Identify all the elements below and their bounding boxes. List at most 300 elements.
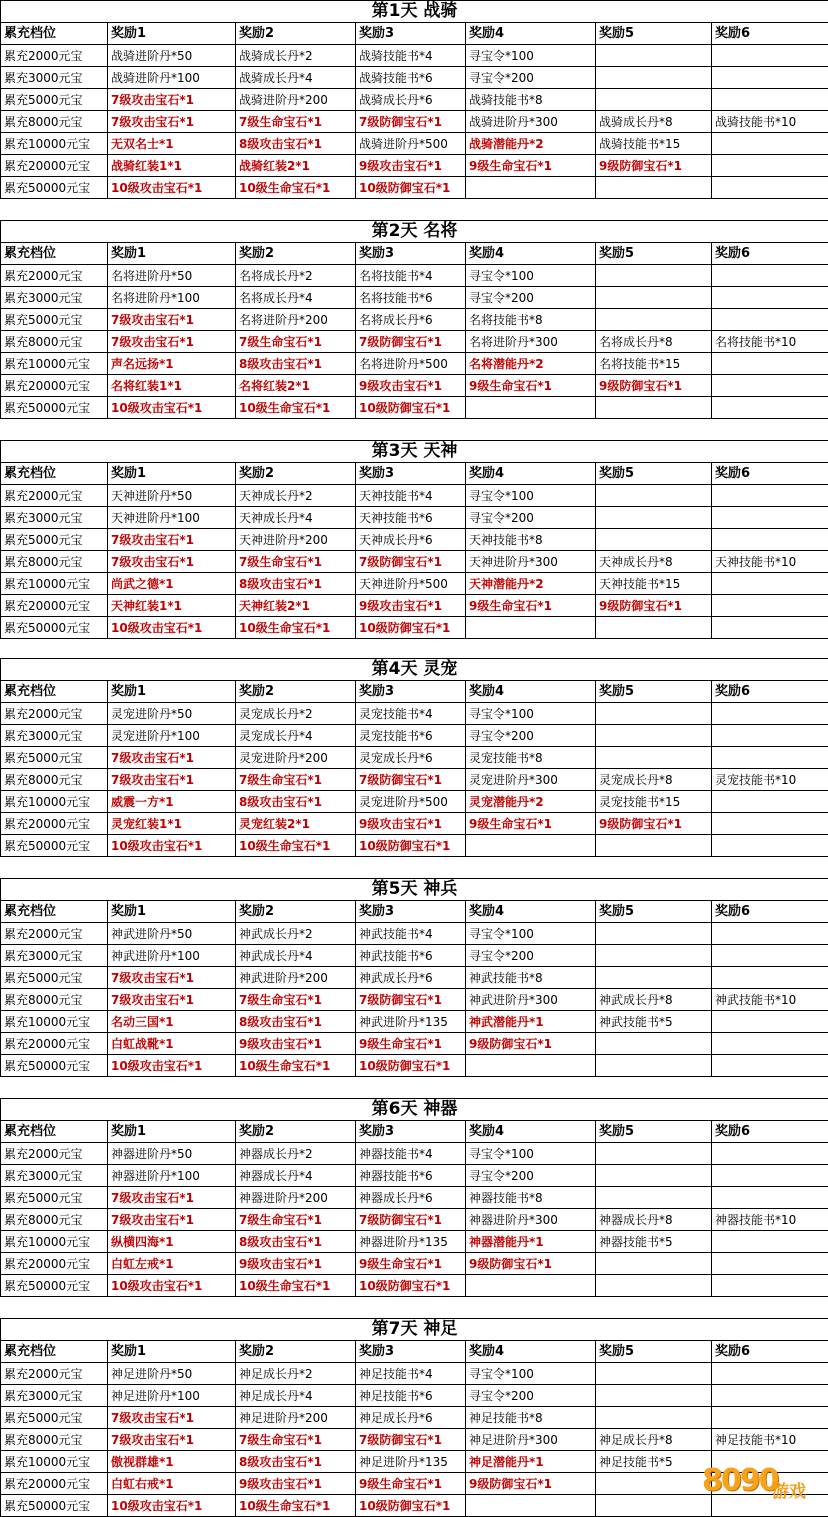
reward-cell: 9级生命宝石*1 [466,813,596,835]
column-header: 奖励1 [108,243,236,265]
tier-cell: 累充50000元宝 [1,835,108,857]
reward-cell: 神武进阶丹*300 [466,989,596,1011]
reward-cell: 寻宝令*200 [466,67,596,89]
tier-cell: 累充5000元宝 [1,967,108,989]
reward-cell [712,1407,828,1429]
reward-cell: 神武技能书*10 [712,989,828,1011]
reward-cell: 10级生命宝石*1 [236,177,356,199]
reward-cell: 神器成长丹*6 [356,1187,466,1209]
reward-cell: 天神成长丹*8 [596,551,712,573]
tier-cell: 累充50000元宝 [1,1275,108,1297]
reward-cell: 7级攻击宝石*1 [108,551,236,573]
reward-cell: 8级攻击宝石*1 [236,1011,356,1033]
table-row [1,133,828,155]
table-row [1,703,828,725]
reward-cell: 10级防御宝石*1 [356,177,466,199]
column-header: 奖励2 [236,1341,356,1363]
reward-cell: 7级攻击宝石*1 [108,331,236,353]
reward-cell: 白虹战靴*1 [108,1033,236,1055]
table-row [1,309,828,331]
reward-cell: 战骑成长丹*8 [596,111,712,133]
reward-cell: 名将红装1*1 [108,375,236,397]
reward-cell: 7级生命宝石*1 [236,111,356,133]
tier-cell: 累充8000元宝 [1,111,108,133]
table-row [1,835,828,857]
watermark-number: 8090 [702,1463,778,1498]
reward-cell: 灵宠红装1*1 [108,813,236,835]
tier-cell: 累充10000元宝 [1,1451,108,1473]
reward-cell: 名将进阶丹*200 [236,309,356,331]
reward-cell [712,1143,828,1165]
tier-cell: 累充20000元宝 [1,155,108,177]
reward-cell: 10级攻击宝石*1 [108,835,236,857]
column-header: 奖励3 [356,243,466,265]
day-block [0,658,828,857]
reward-cell: 7级防御宝石*1 [356,1429,466,1451]
tier-cell: 累充50000元宝 [1,177,108,199]
reward-cell: 尚武之德*1 [108,573,236,595]
column-header: 奖励4 [466,1341,596,1363]
table-row [1,1209,828,1231]
tier-cell: 累充3000元宝 [1,1385,108,1407]
column-header: 奖励1 [108,1121,236,1143]
table-row [1,155,828,177]
column-header: 奖励5 [596,463,712,485]
reward-cell: 8级攻击宝石*1 [236,1451,356,1473]
reward-cell: 9级攻击宝石*1 [236,1473,356,1495]
reward-cell: 战骑进阶丹*100 [108,67,236,89]
column-header: 奖励3 [356,681,466,703]
reward-cell: 9级攻击宝石*1 [356,813,466,835]
reward-cell: 9级防御宝石*1 [596,375,712,397]
column-header: 奖励2 [236,463,356,485]
tier-cell: 累充2000元宝 [1,1143,108,1165]
reward-cell: 神武进阶丹*50 [108,923,236,945]
reward-cell [596,703,712,725]
reward-cell: 9级攻击宝石*1 [356,375,466,397]
reward-cell: 10级防御宝石*1 [356,835,466,857]
reward-cell [712,1363,828,1385]
reward-cell [712,791,828,813]
reward-cell: 战骑成长丹*4 [236,67,356,89]
reward-cell [596,287,712,309]
reward-cell [712,67,828,89]
tier-cell: 累充5000元宝 [1,529,108,551]
reward-cell: 9级攻击宝石*1 [236,1253,356,1275]
tier-cell: 累充8000元宝 [1,1429,108,1451]
reward-cell: 灵宠进阶丹*300 [466,769,596,791]
reward-cell: 无双名士*1 [108,133,236,155]
reward-cell: 10级生命宝石*1 [236,397,356,419]
reward-cell: 寻宝令*200 [466,1385,596,1407]
reward-cell [596,67,712,89]
tier-cell: 累充3000元宝 [1,1165,108,1187]
reward-cell: 神足成长丹*4 [236,1385,356,1407]
reward-cell: 神器技能书*5 [596,1231,712,1253]
reward-table [0,0,828,199]
table-row [1,287,828,309]
reward-cell [712,617,828,639]
table-row [1,989,828,1011]
header-row [1,681,828,703]
reward-cell [596,177,712,199]
reward-cell: 天神潜能丹*2 [466,573,596,595]
reward-cell [712,265,828,287]
reward-cell [596,1253,712,1275]
tier-cell: 累充8000元宝 [1,989,108,1011]
reward-cell [712,1165,828,1187]
reward-cell: 战骑潜能丹*2 [466,133,596,155]
table-row [1,353,828,375]
reward-cell: 7级生命宝石*1 [236,989,356,1011]
reward-cell [712,747,828,769]
reward-cell: 名将红装2*1 [236,375,356,397]
header-row [1,901,828,923]
reward-cell: 战骑进阶丹*200 [236,89,356,111]
table-row [1,111,828,133]
day-block [0,1098,828,1297]
column-header: 奖励2 [236,1121,356,1143]
reward-cell: 10级攻击宝石*1 [108,617,236,639]
reward-cell: 灵宠进阶丹*500 [356,791,466,813]
reward-cell [712,835,828,857]
column-header: 奖励2 [236,23,356,45]
reward-cell: 9级生命宝石*1 [356,1473,466,1495]
reward-cell [712,1253,828,1275]
reward-cell: 名将技能书*6 [356,287,466,309]
reward-cell [712,507,828,529]
reward-cell [466,397,596,419]
header-row [1,463,828,485]
reward-cell: 寻宝令*200 [466,725,596,747]
tier-cell: 累充3000元宝 [1,67,108,89]
column-header: 奖励2 [236,243,356,265]
reward-cell: 战骑技能书*10 [712,111,828,133]
reward-cell: 神武技能书*8 [466,967,596,989]
reward-cell: 神武技能书*6 [356,945,466,967]
tier-cell: 累充2000元宝 [1,265,108,287]
reward-cell: 10级攻击宝石*1 [108,397,236,419]
column-header: 奖励5 [596,23,712,45]
reward-cell: 名将进阶丹*500 [356,353,466,375]
reward-cell: 神足技能书*5 [596,1451,712,1473]
reward-cell [712,595,828,617]
reward-cell: 战骑红装1*1 [108,155,236,177]
column-header: 奖励5 [596,1341,712,1363]
reward-cell: 灵宠成长丹*4 [236,725,356,747]
reward-cell: 神武潜能丹*1 [466,1011,596,1033]
day-title: 第5天 神兵 [1,879,828,901]
reward-cell [712,485,828,507]
reward-cell [712,397,828,419]
reward-cell: 寻宝令*100 [466,1363,596,1385]
reward-cell: 10级防御宝石*1 [356,397,466,419]
column-header: 奖励2 [236,901,356,923]
reward-cell [712,1275,828,1297]
reward-cell: 7级生命宝石*1 [236,551,356,573]
reward-cell [712,287,828,309]
day-title: 第4天 灵宠 [1,659,828,681]
reward-cell: 寻宝令*100 [466,703,596,725]
reward-cell [712,813,828,835]
reward-cell: 灵宠进阶丹*200 [236,747,356,769]
reward-cell: 战骑成长丹*2 [236,45,356,67]
reward-cell: 灵宠进阶丹*50 [108,703,236,725]
reward-cell: 7级防御宝石*1 [356,111,466,133]
column-header: 奖励6 [712,1341,828,1363]
table-row [1,1407,828,1429]
tier-cell: 累充10000元宝 [1,573,108,595]
tier-cell: 累充5000元宝 [1,1407,108,1429]
table-row [1,1363,828,1385]
tier-cell: 累充3000元宝 [1,507,108,529]
reward-cell [596,89,712,111]
day-title: 第3天 天神 [1,441,828,463]
column-header: 奖励6 [712,1121,828,1143]
tier-cell: 累充8000元宝 [1,1209,108,1231]
reward-cell [596,747,712,769]
reward-cell: 神足技能书*8 [466,1407,596,1429]
reward-cell [712,529,828,551]
reward-cell [712,177,828,199]
reward-cell [596,1495,712,1517]
reward-cell: 7级攻击宝石*1 [108,89,236,111]
reward-cell [596,923,712,945]
reward-cell [712,45,828,67]
reward-cell: 名将成长丹*8 [596,331,712,353]
reward-cell: 灵宠成长丹*8 [596,769,712,791]
tier-cell: 累充20000元宝 [1,1253,108,1275]
reward-cell: 10级生命宝石*1 [236,1495,356,1517]
reward-cell: 神器进阶丹*200 [236,1187,356,1209]
reward-cell [466,1055,596,1077]
reward-cell [712,1231,828,1253]
reward-cell: 名将进阶丹*50 [108,265,236,287]
reward-cell: 名动三国*1 [108,1011,236,1033]
reward-cell: 神器成长丹*8 [596,1209,712,1231]
reward-cell: 9级生命宝石*1 [466,155,596,177]
tier-cell: 累充2000元宝 [1,923,108,945]
reward-cell: 7级攻击宝石*1 [108,989,236,1011]
reward-cell [596,1407,712,1429]
table-row [1,945,828,967]
column-header: 奖励4 [466,243,596,265]
table-row [1,769,828,791]
reward-cell: 寻宝令*100 [466,923,596,945]
table-row [1,1429,828,1451]
reward-cell: 神武成长丹*2 [236,923,356,945]
reward-cell [596,397,712,419]
table-row [1,923,828,945]
reward-cell: 10级攻击宝石*1 [108,177,236,199]
reward-cell: 灵宠技能书*15 [596,791,712,813]
reward-cell: 战骑成长丹*6 [356,89,466,111]
reward-cell: 天神技能书*4 [356,485,466,507]
reward-cell [596,1033,712,1055]
reward-cell [712,1385,828,1407]
reward-cell: 天神进阶丹*200 [236,529,356,551]
reward-cell: 10级生命宝石*1 [236,617,356,639]
reward-cell: 7级防御宝石*1 [356,989,466,1011]
reward-cell [712,155,828,177]
column-header: 奖励1 [108,1341,236,1363]
tier-cell: 累充3000元宝 [1,287,108,309]
reward-cell: 7级攻击宝石*1 [108,309,236,331]
table-row [1,551,828,573]
reward-cell: 神武技能书*5 [596,1011,712,1033]
reward-cell: 神武进阶丹*100 [108,945,236,967]
tier-cell: 累充5000元宝 [1,89,108,111]
table-row [1,1385,828,1407]
column-header: 累充档位 [1,681,108,703]
reward-cell [596,45,712,67]
column-header: 奖励6 [712,463,828,485]
reward-cell: 神足技能书*6 [356,1385,466,1407]
table-row [1,67,828,89]
tier-cell: 累充10000元宝 [1,133,108,155]
tier-cell: 累充50000元宝 [1,1055,108,1077]
table-row [1,177,828,199]
tier-cell: 累充10000元宝 [1,353,108,375]
reward-cell: 神足进阶丹*200 [236,1407,356,1429]
reward-cell: 天神进阶丹*500 [356,573,466,595]
table-row [1,595,828,617]
reward-cell [712,309,828,331]
reward-cell: 神器进阶丹*50 [108,1143,236,1165]
reward-cell: 神器成长丹*4 [236,1165,356,1187]
column-header: 奖励3 [356,463,466,485]
reward-cell: 9级防御宝石*1 [596,813,712,835]
reward-cell [712,1033,828,1055]
reward-cell: 天神成长丹*4 [236,507,356,529]
tier-cell: 累充8000元宝 [1,769,108,791]
reward-cell: 神器成长丹*2 [236,1143,356,1165]
reward-cell: 9级防御宝石*1 [596,155,712,177]
reward-cell: 天神进阶丹*100 [108,507,236,529]
column-header: 奖励1 [108,681,236,703]
reward-cell: 战骑技能书*15 [596,133,712,155]
reward-cell: 10级攻击宝石*1 [108,1275,236,1297]
column-header: 奖励4 [466,1121,596,1143]
reward-cell [596,725,712,747]
reward-cell: 8级攻击宝石*1 [236,1231,356,1253]
reward-table [0,878,828,1077]
column-header: 奖励1 [108,901,236,923]
reward-cell: 9级生命宝石*1 [466,375,596,397]
reward-cell: 名将技能书*10 [712,331,828,353]
reward-cell: 7级攻击宝石*1 [108,747,236,769]
column-header: 奖励1 [108,23,236,45]
reward-cell: 神足技能书*10 [712,1429,828,1451]
reward-cell [596,967,712,989]
table-row [1,507,828,529]
tier-cell: 累充50000元宝 [1,1495,108,1517]
reward-cell: 7级攻击宝石*1 [108,1429,236,1451]
tier-cell: 累充20000元宝 [1,813,108,835]
reward-cell: 灵宠技能书*4 [356,703,466,725]
column-header: 奖励4 [466,463,596,485]
reward-cell: 神足成长丹*6 [356,1407,466,1429]
reward-cell: 神器技能书*10 [712,1209,828,1231]
column-header: 累充档位 [1,1121,108,1143]
column-header: 累充档位 [1,463,108,485]
column-header: 奖励3 [356,1121,466,1143]
reward-cell: 10级防御宝石*1 [356,1275,466,1297]
column-header: 奖励6 [712,23,828,45]
reward-cell: 7级防御宝石*1 [356,331,466,353]
tier-cell: 累充8000元宝 [1,551,108,573]
reward-cell [596,1275,712,1297]
column-header: 累充档位 [1,23,108,45]
reward-cell [466,177,596,199]
header-row [1,243,828,265]
reward-cell [712,133,828,155]
reward-cell: 8级攻击宝石*1 [236,791,356,813]
reward-cell: 寻宝令*200 [466,507,596,529]
reward-cell: 傲视群雄*1 [108,1451,236,1473]
reward-cell: 神足进阶丹*300 [466,1429,596,1451]
table-row [1,45,828,67]
tier-cell: 累充3000元宝 [1,945,108,967]
reward-cell [466,1275,596,1297]
reward-cell: 神武技能书*4 [356,923,466,945]
reward-cell [712,375,828,397]
table-row [1,485,828,507]
table-row [1,1055,828,1077]
reward-cell [712,1011,828,1033]
tier-cell: 累充3000元宝 [1,725,108,747]
day-block [0,0,828,199]
reward-cell [596,1143,712,1165]
header-row [1,1341,828,1363]
table-row [1,1033,828,1055]
reward-cell: 天神成长丹*2 [236,485,356,507]
day-title: 第2天 名将 [1,221,828,243]
table-row [1,331,828,353]
watermark-logo [702,1459,820,1503]
reward-cell: 名将进阶丹*100 [108,287,236,309]
reward-cell: 灵宠技能书*8 [466,747,596,769]
tier-cell: 累充5000元宝 [1,1187,108,1209]
reward-table [0,658,828,857]
table-row [1,1011,828,1033]
column-header: 奖励6 [712,681,828,703]
table-row [1,89,828,111]
reward-cell: 8级攻击宝石*1 [236,573,356,595]
reward-cell: 9级防御宝石*1 [596,595,712,617]
column-header: 奖励4 [466,901,596,923]
day-block [0,220,828,419]
reward-cell [712,923,828,945]
tier-cell: 累充10000元宝 [1,791,108,813]
reward-cell [466,835,596,857]
reward-cell: 神足技能书*4 [356,1363,466,1385]
reward-cell: 战骑进阶丹*50 [108,45,236,67]
reward-cell [712,703,828,725]
reward-cell: 名将技能书*8 [466,309,596,331]
tier-cell: 累充20000元宝 [1,375,108,397]
column-header: 累充档位 [1,901,108,923]
reward-cell: 名将成长丹*4 [236,287,356,309]
table-row [1,529,828,551]
reward-cell: 神武成长丹*6 [356,967,466,989]
reward-cell: 9级生命宝石*1 [356,1033,466,1055]
table-row [1,265,828,287]
reward-cell [712,725,828,747]
reward-cell: 神武进阶丹*135 [356,1011,466,1033]
reward-cell: 9级攻击宝石*1 [356,155,466,177]
reward-cell: 名将成长丹*2 [236,265,356,287]
